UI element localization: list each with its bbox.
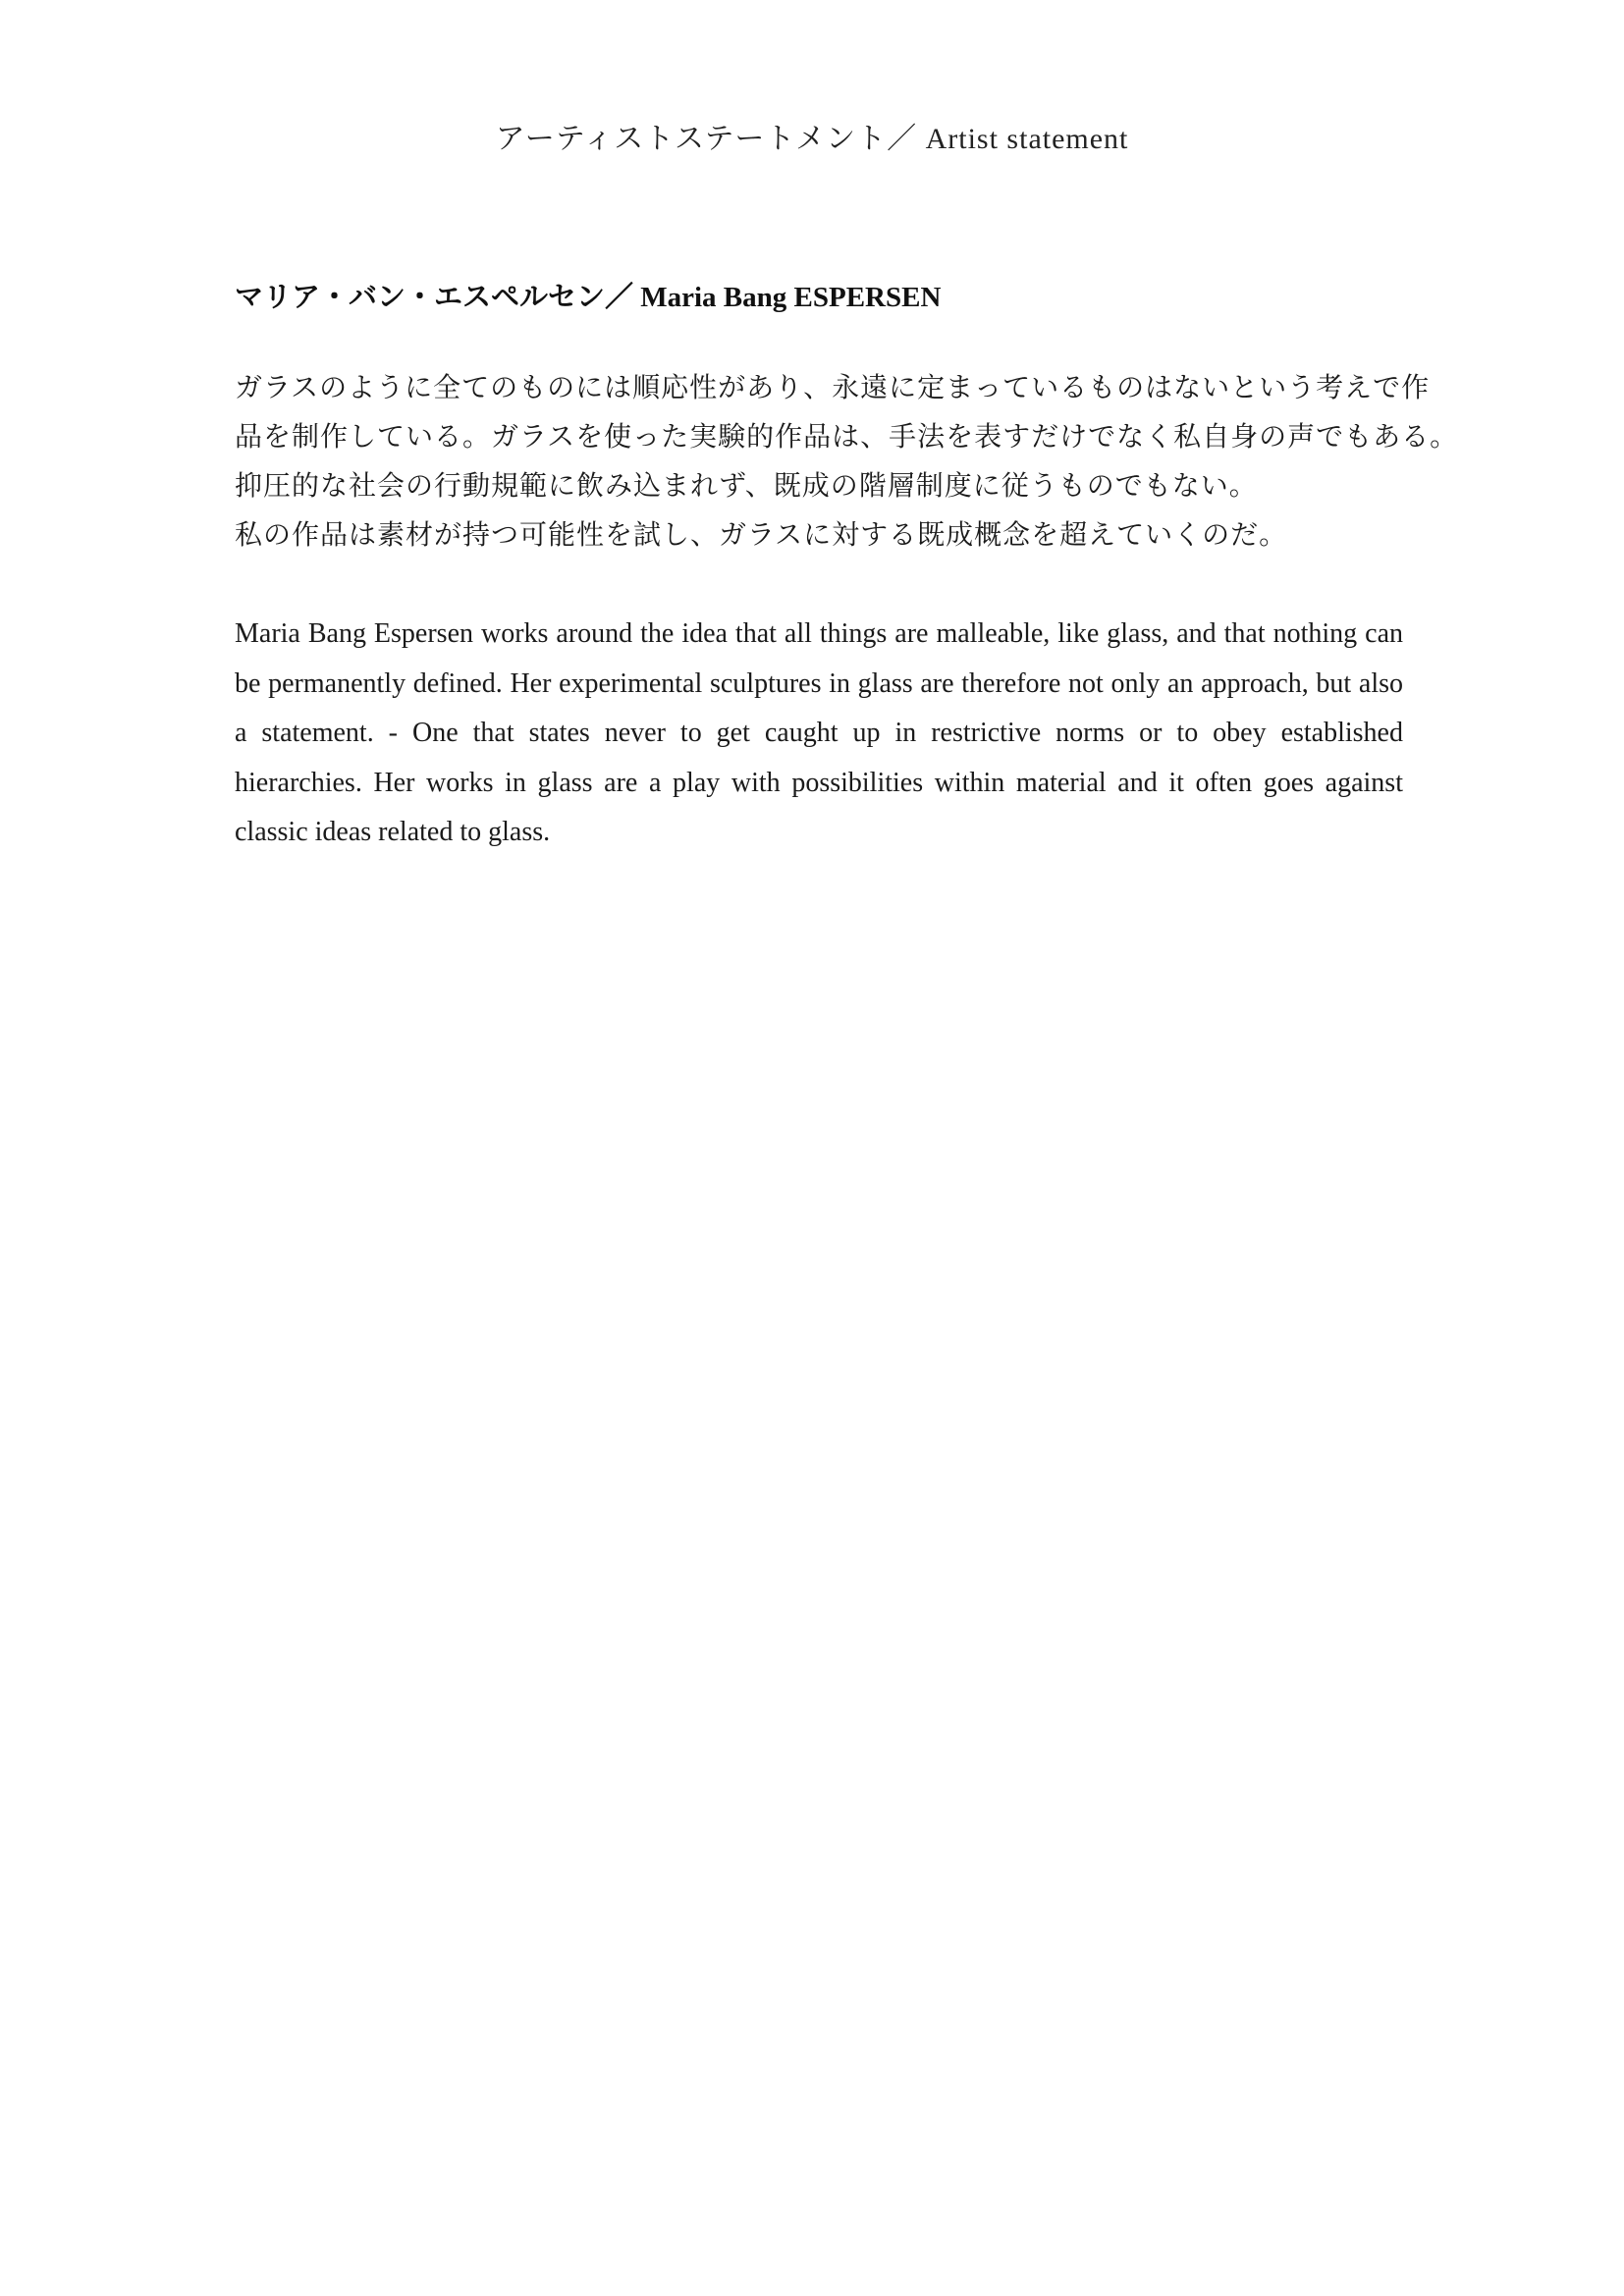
- page-title: アーティストステートメント／ Artist statement: [495, 123, 1129, 155]
- statement-japanese-line: 私の作品は素材が持つ可能性を試し、ガラスに対する既成概念を超えていくのだ。: [235, 520, 1288, 551]
- statement-japanese-line: ガラスのように全てのものには順応性があり、永遠に定まっているものはないという考えで作: [235, 373, 1431, 403]
- statement-content: [235, 276, 1459, 858]
- artist-name-heading: マリア・バン・エスペルセン／ Maria Bang ESPERSEN: [235, 282, 942, 313]
- statement-japanese-line: 品を制作している。ガラスを使った実験的作品は、手法を表すだけでなく私自身の声でもある。: [235, 422, 1459, 453]
- statement-japanese-line: 抑圧的な社会の行動規範に飲み込まれず、既成の階層制度に従うものでもない。: [235, 471, 1258, 502]
- statement-japanese: [235, 364, 1459, 561]
- statement-english: Maria Bang Espersen works around the idea that all things are malleable, like glass, and that nothing can be permanently defined. Her experimental sculptures in glass are therefore not only an approach, but also a statement. - One that states never to get caught up in restrictive norms or to obey established hierarchies. Her works in glass are a play with possibilities within material and it often goes against classic ideas related to glass.: [235, 618, 1403, 847]
